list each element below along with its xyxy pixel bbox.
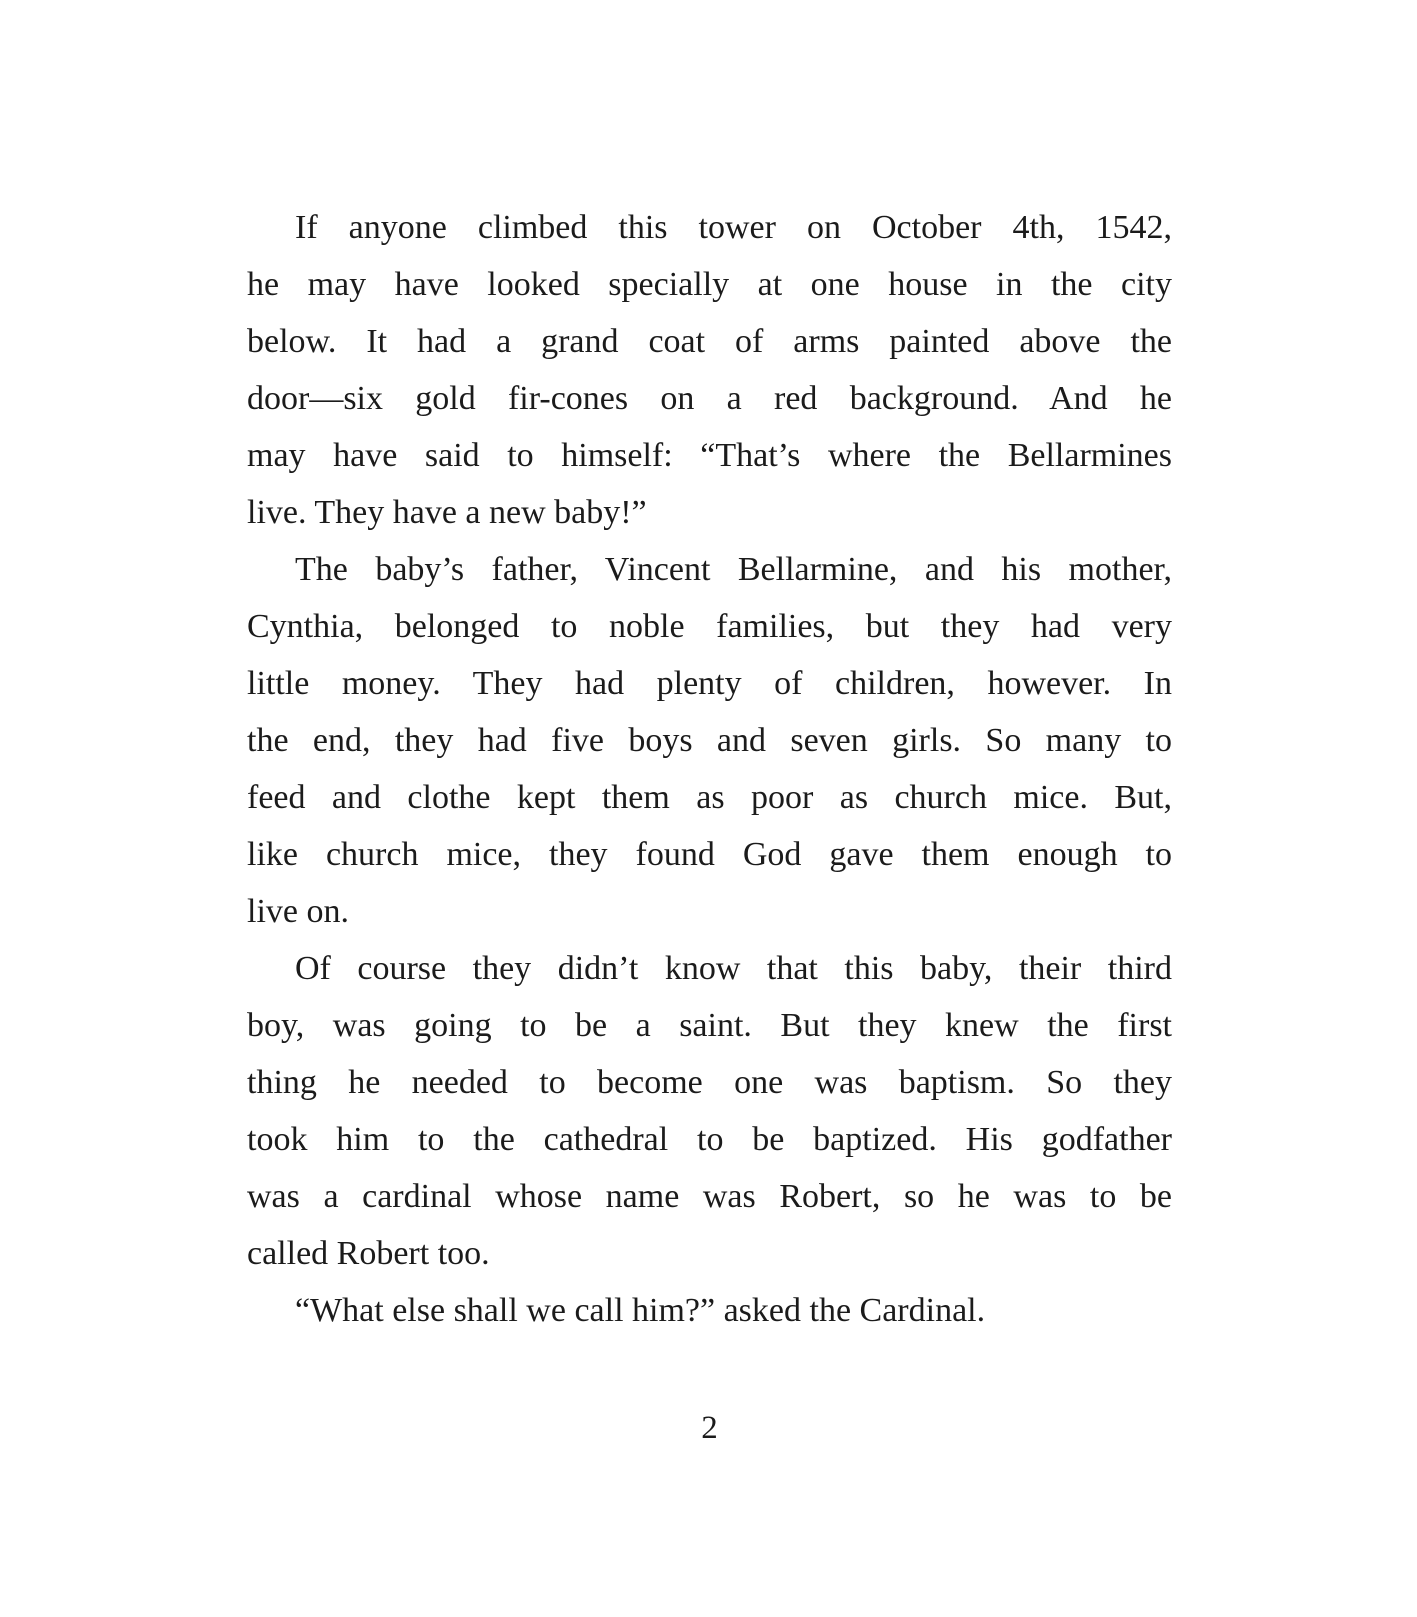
text-line: was a cardinal whose name was Robert, so he was to be <box>247 1178 1172 1215</box>
text-line: he may have looked specially at one house in the city <box>247 266 1172 303</box>
text-line: “What else shall we call him?” asked the Cardinal. <box>295 1292 986 1329</box>
text-line: The baby’s father, Vincent Bellarmine, and his mother, <box>295 551 1172 588</box>
text-line: live on. <box>247 893 349 930</box>
text-line: live. They have a new baby!” <box>247 494 647 531</box>
text-line: thing he needed to become one was baptism. So they <box>247 1064 1172 1101</box>
text-line: like church mice, they found God gave them enough to <box>247 836 1172 873</box>
text-line: feed and clothe kept them as poor as church mice. But, <box>247 779 1172 816</box>
text-line: below. It had a grand coat of arms painted above the <box>247 323 1172 360</box>
text-line: Of course they didn’t know that this baby, their third <box>295 950 1172 987</box>
text-line: little money. They had plenty of children, however. In <box>247 665 1172 702</box>
text-line: may have said to himself: “That’s where the Bellarmines <box>247 437 1172 474</box>
text-line: If anyone climbed this tower on October 4th, 1542, <box>295 209 1172 246</box>
text-line: boy, was going to be a saint. But they knew the first <box>247 1007 1172 1044</box>
page-number: 2 <box>701 1410 718 1446</box>
text-block <box>247 199 1172 1339</box>
text-line: door—six gold fir-cones on a red background. And he <box>247 380 1172 417</box>
text-line: took him to the cathedral to be baptized. His godfather <box>247 1121 1172 1158</box>
text-line: called Robert too. <box>247 1235 490 1272</box>
text-line: Cynthia, belonged to noble families, but they had very <box>247 608 1172 645</box>
text-line: the end, they had five boys and seven girls. So many to <box>247 722 1172 759</box>
